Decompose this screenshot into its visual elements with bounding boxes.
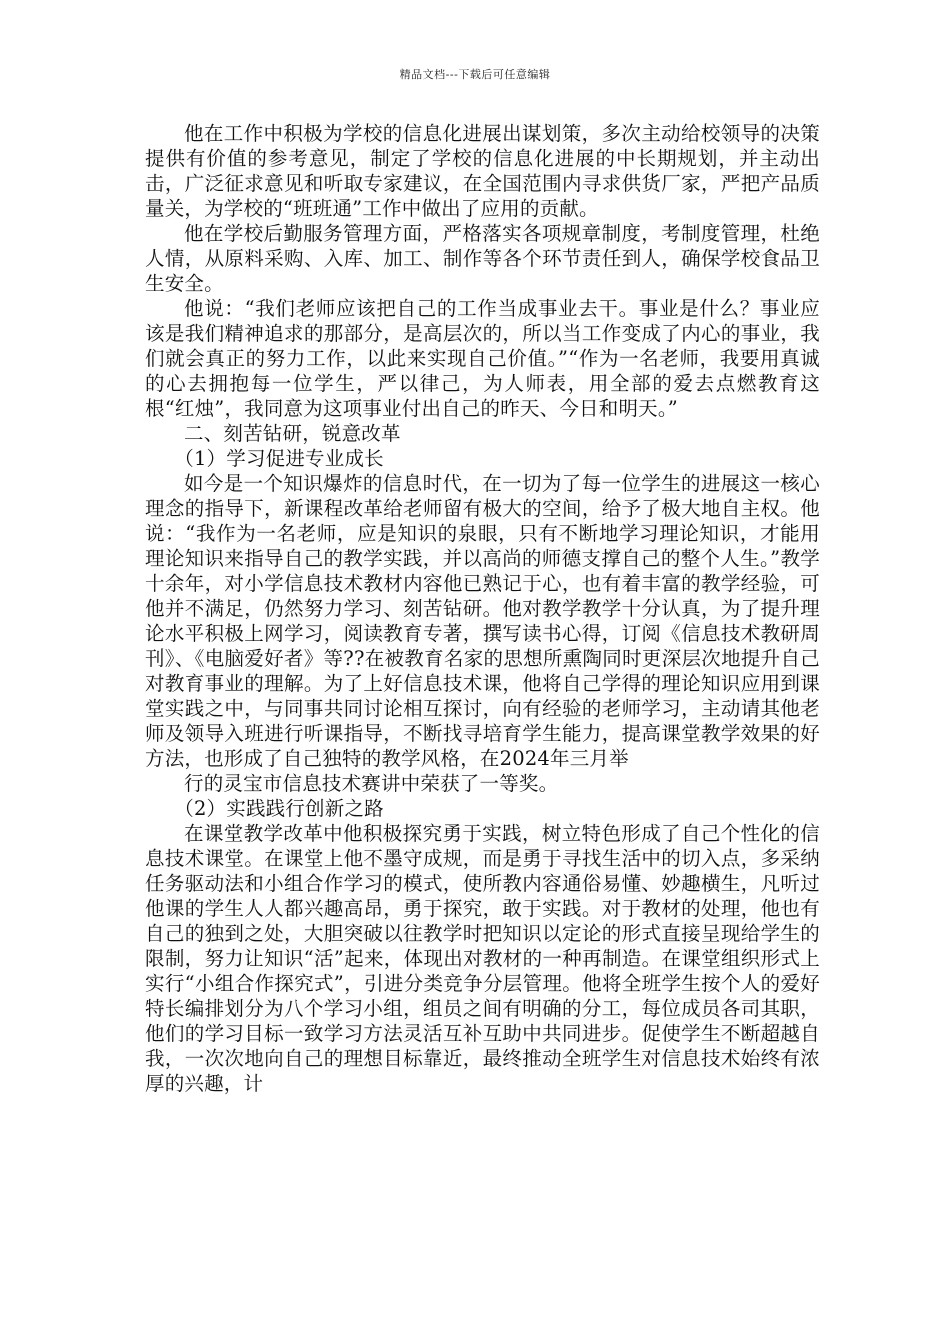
paragraph-quote: 他说：“我们老师应该把自己的工作当成事业去干。事业是什么？事业应该是我们精神追求的那部分，是高层次的，所以当工作变成了内心的事业，我们就会真正的努力工作，以此来实现自己价值。”“作为一名老师，我要用真诚的心去拥抱每一位学生，严以律己，为人师表，用全部的爱去点燃教育这根“红烛”，我同意为这项事业付出自己的昨天、今日和明天。”: [145, 297, 820, 420]
document-body: [145, 121, 820, 1096]
paragraph-logistics: 他在学校后勤服务管理方面，严格落实各项规章制度，考制度管理，杜绝人情，从原料采购、入库、加工、制作等各个环节责任到人，确保学校食品卫生安全。: [145, 222, 820, 295]
paragraph-study: 如今是一个知识爆炸的信息时代，在一切为了每一位学生的进展这一核心理念的指导下，新课程改革给老师留有极大的空间，给予了极大地自主权。他说：“我作为一名老师，应是知识的泉眼，只有不断地学习理论知识，才能用理论知识来指导自己的教学实践，并以高尚的师德支撑自己的整个人生。”教学十余年，对小学信息技术教材内容他已熟记于心，也有着丰富的教学经验，可他并不满足，仍然努力学习、刻苦钻研。他对教学教学十分认真，为了提升理论水平积极上网学习，阅读教育专著，撰写读书心得，订阅《信息技术教研周刊》、《电脑爱好者》等??在被教育名家的思想所熏陶同时更深层次地提升自己对教育事业的理解。为了上好信息技术课，他将自己学得的理论知识应用到课堂实践之中，与同事共同讨论相互探讨，向有经验的老师学习，主动请其他老师及领导入班进行听课指导，不断找寻培育学生能力，提高课堂教学效果的好方法，也形成了自己独特的教学风格，在2024年三月举: [145, 472, 820, 770]
paragraph-study-continued: 行的灵宝市信息技术赛讲中荣获了一等奖。: [184, 772, 559, 795]
subsection-heading-study: （1）学习促进专业成长: [174, 447, 384, 470]
section-heading: 二、刻苦钻研，锐意改革: [184, 422, 401, 445]
paragraph-practice: 在课堂教学改革中他积极探究勇于实践，树立特色形成了自己个性化的信息技术课堂。在课堂上他不墨守成规，而是勇于寻找生活中的切入点，多采纳任务驱动法和小组合作学习的模式，使所教内容通俗易懂、妙趣横生，凡听过他课的学生人人都兴趣高昂，勇于探究，敢于实践。对于教材的处理，他也有自己的独到之处，大胆突破以往教学时把知识以定论的形式直接呈现给学生的限制，努力让知识“活”起来，体现出对教材的一种再制造。在课堂组织形式上实行“小组合作探究式”，引进分类竞争分层管理。他将全班学生按个人的爱好特长编排划分为八个学习小组，组员之间有明确的分工，每位成员各司其职，他们的学习目标一致学习方法灵活互补互助中共同进步。促使学生不断超越自我，一次次地向自己的理想目标靠近，最终推动全班学生对信息技术始终有浓厚的兴趣，计: [145, 822, 820, 1095]
page-header: 精品文档---下载后可任意编辑: [399, 68, 551, 81]
paragraph-informatization: 他在工作中积极为学校的信息化进展出谋划策，多次主动给校领导的决策提供有价值的参考意见，制定了学校的信息化进展的中长期规划，并主动出击，广泛征求意见和听取专家建议，在全国范围内寻求供货厂家，严把产品质量关，为学校的“班班通”工作中做出了应用的贡献。: [145, 122, 820, 220]
subsection-heading-practice: （2）实践践行创新之路: [174, 797, 384, 820]
